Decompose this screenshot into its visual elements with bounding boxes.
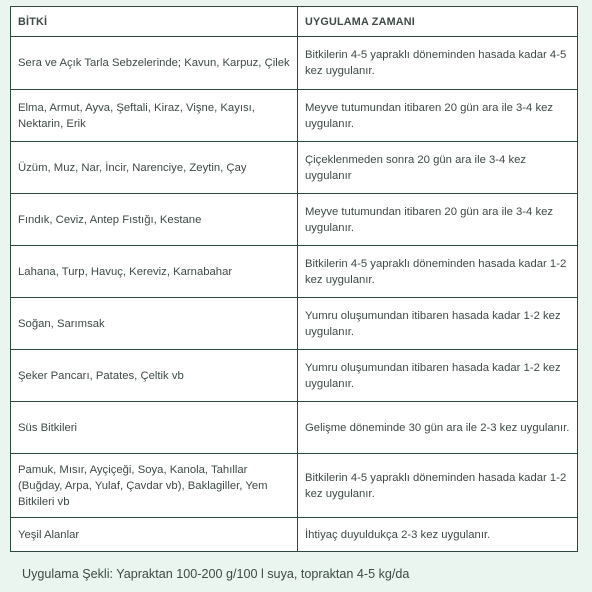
plant-cell: Pamuk, Mısır, Ayçiçeği, Soya, Kanola, Tahıllar (Buğday, Arpa, Yulaf, Çavdar vb), Baklagiller, Yem Bitkileri vb bbox=[11, 454, 298, 518]
table-row bbox=[11, 142, 578, 194]
table-row bbox=[11, 454, 578, 518]
plant-cell: Yeşil Alanlar bbox=[11, 518, 298, 552]
plant-cell: Sera ve Açık Tarla Sebzelerinde; Kavun, Karpuz, Çilek bbox=[11, 37, 298, 90]
table-row bbox=[11, 350, 578, 402]
plant-cell: Fındık, Ceviz, Antep Fıstığı, Kestane bbox=[11, 194, 298, 246]
table-row bbox=[11, 298, 578, 350]
table-row bbox=[11, 37, 578, 90]
time-cell: Bitkilerin 4-5 yapraklı döneminden hasada kadar 4-5 kez uygulanır. bbox=[298, 37, 578, 90]
time-cell: Meyve tutumundan itibaren 20 gün ara ile 3-4 kez uygulanır. bbox=[298, 90, 578, 142]
table-row bbox=[11, 402, 578, 454]
time-cell: Bitkilerin 4-5 yapraklı döneminden hasada kadar 1-2 kez uygulanır. bbox=[298, 454, 578, 518]
time-cell: Bitkilerin 4-5 yapraklı döneminden hasada kadar 1-2 kez uygulanır. bbox=[298, 246, 578, 298]
time-cell: Çiçeklenmeden sonra 20 gün ara ile 3-4 kez uygulanır bbox=[298, 142, 578, 194]
table-row bbox=[11, 246, 578, 298]
plant-cell: Soğan, Sarımsak bbox=[11, 298, 298, 350]
plant-cell: Elma, Armut, Ayva, Şeftali, Kiraz, Vişne, Kayısı, Nektarin, Erik bbox=[11, 90, 298, 142]
plant-cell: Lahana, Turp, Havuç, Kereviz, Karnabahar bbox=[11, 246, 298, 298]
table-row bbox=[11, 90, 578, 142]
table-header-row bbox=[11, 7, 578, 37]
plant-cell: Süs Bitkileri bbox=[11, 402, 298, 454]
header-plant: BİTKİ bbox=[11, 7, 298, 37]
application-method-note: Uygulama Şekli: Yapraktan 100-200 g/100 l suya, topraktan 4-5 kg/da bbox=[22, 567, 410, 581]
plant-cell: Şeker Pancarı, Patates, Çeltik vb bbox=[11, 350, 298, 402]
time-cell: Meyve tutumundan itibaren 20 gün ara ile 3-4 kez uygulanır. bbox=[298, 194, 578, 246]
application-table bbox=[10, 6, 578, 552]
time-cell: İhtiyaç duyuldukça 2-3 kez uygulanır. bbox=[298, 518, 578, 552]
time-cell: Yumru oluşumundan itibaren hasada kadar 1-2 kez uygulanır. bbox=[298, 298, 578, 350]
plant-cell: Üzüm, Muz, Nar, İncir, Narenciye, Zeytin, Çay bbox=[11, 142, 298, 194]
header-application-time: UYGULAMA ZAMANI bbox=[298, 7, 578, 37]
table-row bbox=[11, 194, 578, 246]
time-cell: Yumru oluşumundan itibaren hasada kadar 1-2 kez uygulanır. bbox=[298, 350, 578, 402]
time-cell: Gelişme döneminde 30 gün ara ile 2-3 kez uygulanır. bbox=[298, 402, 578, 454]
table-row bbox=[11, 518, 578, 552]
